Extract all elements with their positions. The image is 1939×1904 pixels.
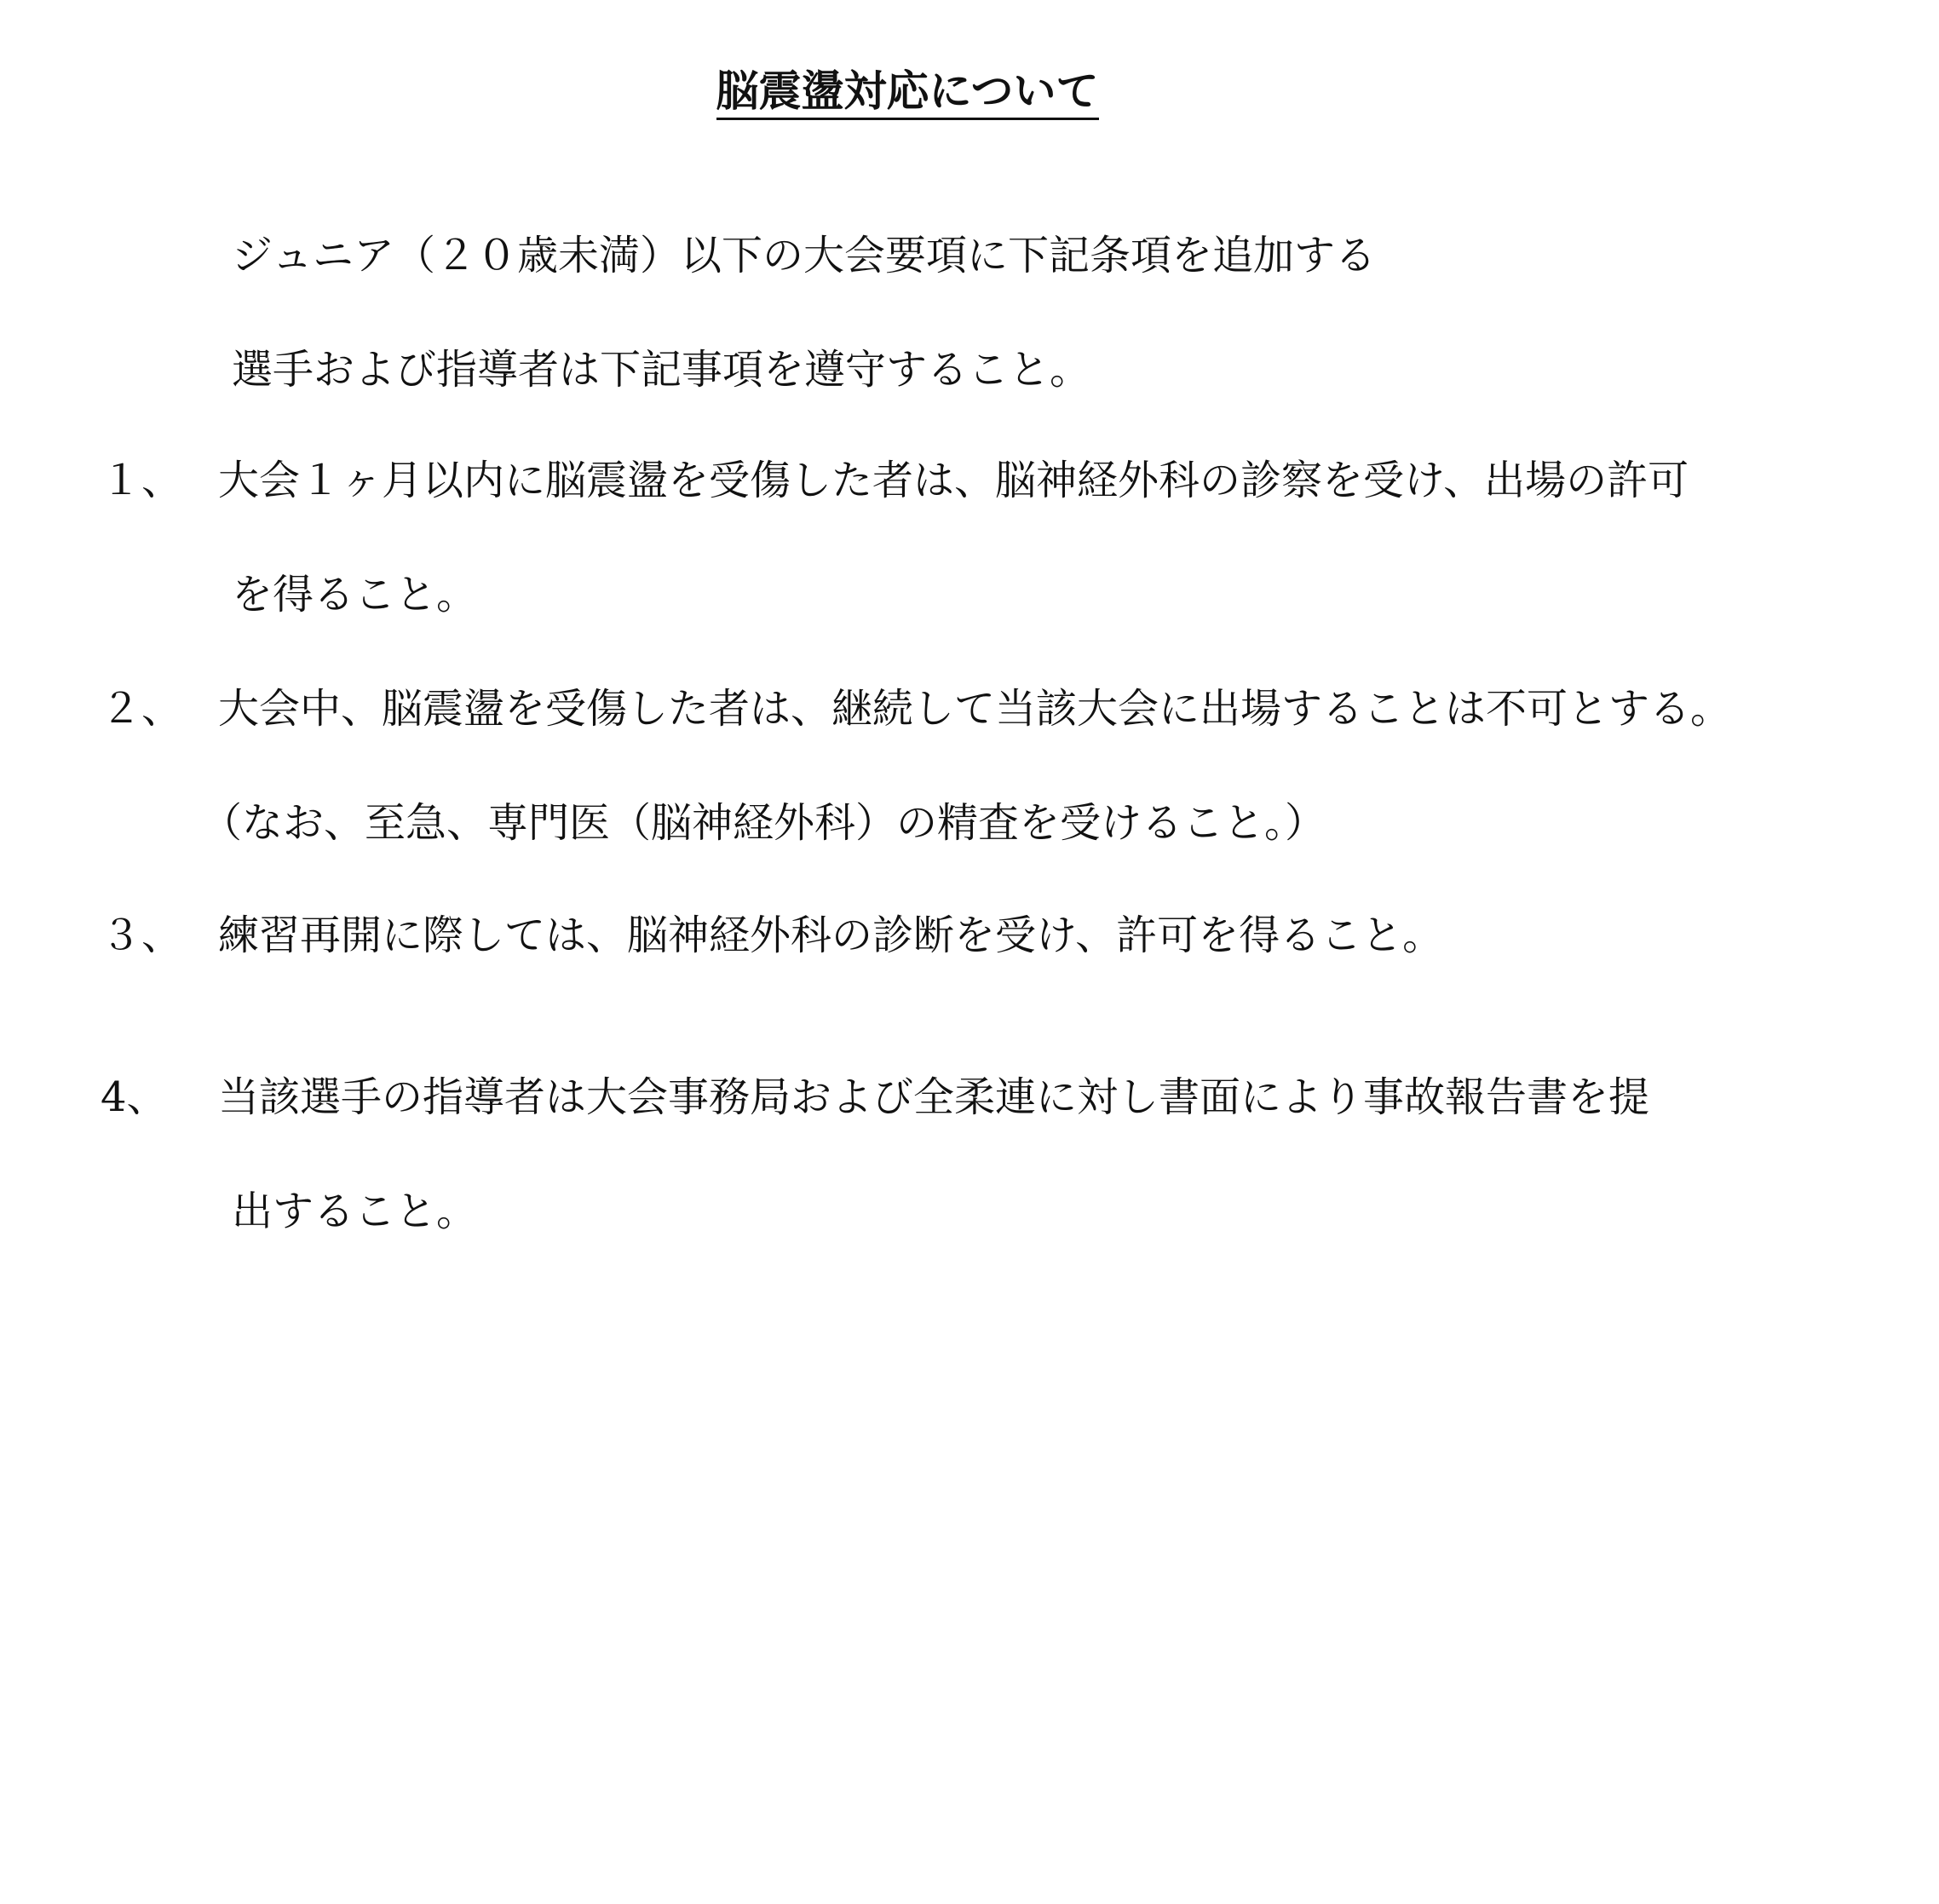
item-1-line-1: 大会１ヶ月以内に脳震盪を受傷した者は、脳神経外科の診察を受け、出場の許可 [218, 457, 1689, 504]
intro-line-2: 選手および指導者は下記事項を遵守すること。 [232, 346, 1091, 394]
item-1-line-2: を得ること。 [232, 571, 478, 618]
intro-line-1: ジュニア（２０歳未満）以下の大会要項に下記条項を追加する [232, 232, 1377, 279]
item-2-line-2: （なお、至急、専門医（脳神経外科）の精査を受けること。） [201, 799, 1326, 847]
document-title [0, 61, 1815, 121]
item-4-number: 4、 [101, 1073, 168, 1121]
item-4-line-2: 出すること。 [232, 1188, 478, 1235]
document-title-text: 脳震盪対応について [716, 66, 1099, 120]
item-3-number: ３、 [101, 912, 183, 959]
item-2-number: ２、 [101, 685, 183, 733]
item-3-line-1: 練習再開に際しては、脳神経外科の診断を受け、許可を得ること。 [218, 912, 1444, 959]
item-2-line-1: 大会中、脳震盪を受傷した者は、継続して当該大会に出場することは不可とする。 [218, 685, 1732, 733]
item-1-number: １、 [101, 457, 183, 504]
item-4-line-1: 当該選手の指導者は大会事務局および全柔連に対し書面により事故報告書を提 [218, 1073, 1650, 1121]
